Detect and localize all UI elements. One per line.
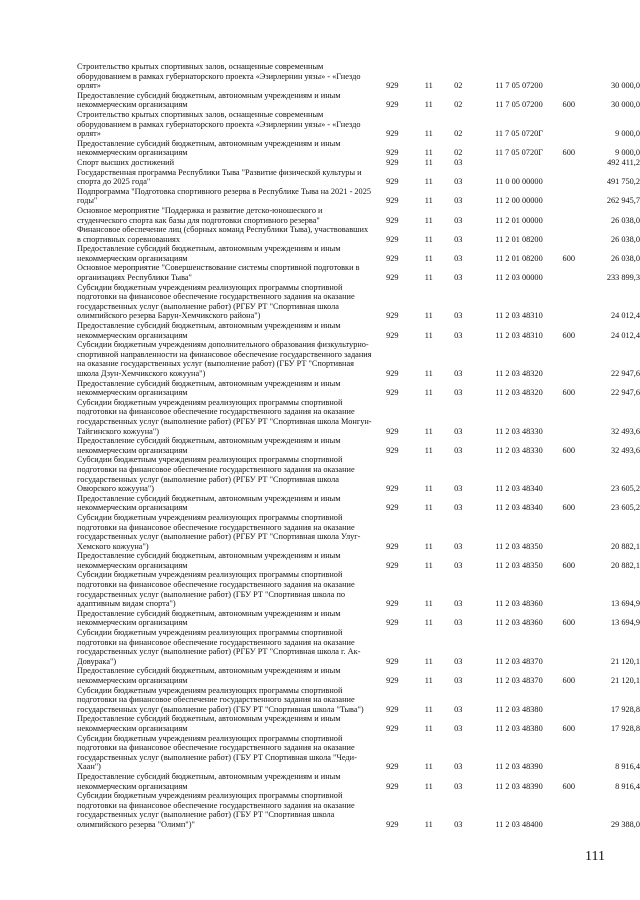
table-row [0,686,640,715]
item-name: Подпрограмма "Подготовка спортивного резерва в Республике Тыва на 2021 - 2025 годы" [77,186,372,206]
table-row [0,110,640,139]
item-subsection-code: 03 [454,723,463,733]
item-subsection-code: 03 [454,781,463,791]
item-target-code: 11 2 03 48350 [495,541,543,551]
table-row [0,158,640,168]
table-row [0,62,640,91]
item-subsection-code: 03 [454,484,463,494]
item-grbs-code: 929 [386,388,399,398]
item-target-code: 11 2 03 48330 [495,445,543,455]
table-row [0,225,640,244]
item-expense-type: 600 [562,148,575,158]
item-subsection-code: 03 [454,215,463,225]
item-section-code: 11 [424,676,433,685]
item-name: Субсидии бюджетным учреждениям реализующих программы спортивной подготовки на финансовое обеспечение государственного задания на оказание государственных услуг (выполнение работ) (РГБУ РТ "Спортивная школа олимпийского резерва Барун-Хемчикского района") [77,282,355,321]
item-amount: 9 000,0 [615,148,640,158]
item-section-code: 11 [424,157,433,167]
item-target-code: 11 7 05 0720Г [494,148,544,158]
item-subsection-code: 02 [454,81,463,91]
table-row [0,139,640,158]
item-grbs-code: 929 [386,503,399,513]
item-expense-type: 600 [562,100,575,110]
table-row [0,513,640,551]
item-grbs-code: 929 [386,676,399,685]
table-row [0,551,640,570]
item-subsection-code: 03 [454,704,463,714]
item-grbs-code: 929 [386,196,399,206]
item-section-code: 11 [424,704,433,714]
item-target-code: 11 2 03 48360 [495,599,543,609]
item-grbs-code: 929 [386,273,399,283]
item-name: Спорт высших достижений [77,157,175,167]
item-name: Предоставление субсидий бюджетным, автономным учреждениям и иным некоммерческим организациям [77,436,341,455]
item-name: Предоставление субсидий бюджетным, автономным учреждениям и иным некоммерческим организациям [77,666,341,685]
item-name: Субсидии бюджетным учреждениям реализующих программы спортивной подготовки на финансовое обеспечение государственного задания на оказание государственных услуг (выполнение работ) (ГБУ РТ "Спортивная школа олимпийского резерва "Олимп")" [77,791,355,829]
item-target-code: 11 0 00 00000 [495,177,543,187]
item-target-code: 11 2 03 48390 [495,762,543,772]
item-section-code: 11 [424,369,433,378]
item-grbs-code: 929 [386,330,399,340]
item-subsection-code: 03 [454,369,463,378]
item-name: Субсидии бюджетным учреждениям дополнительного образования физкультурно-спортивной направленности на финансовое обеспечение государственного задания на оказание государственных услуг (выполнение работ) (ГБУ РТ "Спортивная школа Дзун-Хемчикского кожууна") [77,340,372,378]
item-target-code: 11 7 05 0720Г [494,129,544,139]
item-grbs-code: 929 [386,215,399,225]
item-grbs-code: 929 [386,234,399,244]
item-amount: 26 038,0 [610,234,640,244]
item-target-code: 11 2 03 00000 [495,273,543,283]
item-amount: 9 000,0 [615,129,640,139]
item-section-code: 11 [424,253,433,263]
item-target-code: 11 2 03 48400 [495,819,543,829]
item-amount: 22 947,6 [610,388,640,398]
item-grbs-code: 929 [386,541,399,551]
item-target-code: 11 2 00 00000 [495,196,543,206]
item-target-code: 11 2 01 08200 [495,253,543,263]
item-target-code: 11 2 03 48370 [495,676,543,685]
item-name: Субсидии бюджетным учреждениям реализующих программы спортивной подготовки на финансовое обеспечение государственного задания на оказание государственных услуг (выполнение работ) (ГБУ РТ "Спортивная школа "Тыва") [77,685,364,714]
item-amount: 29 388,0 [610,819,640,829]
item-amount: 23 605,2 [610,503,640,513]
table-row [0,91,640,110]
item-name: Субсидии бюджетным учреждениям реализующих программы спортивной подготовки на финансовое обеспечение государственного задания на оказание государственных услуг (выполнение работ) (ГБУ РТ "Спортивная школа по адаптивным видам спорта") [77,570,355,609]
item-name: Предоставление субсидий бюджетным, автономным учреждениям и иным некоммерческим организациям [77,321,341,340]
item-name: Субсидии бюджетным учреждениям реализующих программы спортивной подготовки на финансовое обеспечение государственного задания на оказание государственных услуг (выполнение работ) (РГБУ РТ "Спортивная школа Овюрского кожууна") [77,455,355,494]
item-grbs-code: 929 [386,177,399,187]
item-name: Субсидии бюджетным учреждениям реализующих программы спортивной подготовки на финансовое обеспечение государственного задания на оказание государственных услуг (выполнение работ) (РГБУ РТ "Спортивная школа Улуг-Хемского кожууна") [77,512,361,551]
item-amount: 21 120,1 [610,656,640,666]
table-row [0,714,640,733]
item-section-code: 11 [424,273,433,283]
item-grbs-code: 929 [386,781,399,791]
table-row [0,206,640,225]
table-row [0,340,640,378]
item-section-code: 11 [424,781,433,791]
table-row [0,168,640,187]
item-grbs-code: 929 [386,704,399,714]
item-amount: 24 012,4 [610,330,640,340]
item-subsection-code: 03 [454,560,463,570]
item-target-code: 11 2 03 48310 [495,311,543,321]
item-expense-type: 600 [562,253,575,263]
item-amount: 8 916,4 [615,762,640,772]
item-subsection-code: 03 [454,762,463,772]
item-amount: 20 882,1 [610,541,640,551]
item-subsection-code: 03 [454,253,463,263]
item-name: Субсидии бюджетным учреждениям реализующих программы спортивной подготовки на финансовое обеспечение государственного задания на оказание государственных услуг (выполнение работ) (ГБУ РТ Спортивная школа "Чеди-Хаан") [77,733,357,772]
item-expense-type: 600 [562,503,575,513]
item-target-code: 11 2 03 48320 [495,388,543,398]
item-amount: 21 120,1 [610,676,640,685]
item-name: Предоставление субсидий бюджетным, автономным учреждениям и иным некоммерческим организациям [77,551,341,570]
table-row [0,436,640,455]
table-row [0,609,640,628]
item-section-code: 11 [424,762,433,772]
item-subsection-code: 03 [454,388,463,398]
item-section-code: 11 [424,100,433,110]
item-name: Предоставление субсидий бюджетным, автономным учреждениям и иным некоммерческим организациям [77,244,341,263]
item-target-code: 11 2 03 48370 [495,656,543,666]
item-grbs-code: 929 [386,157,399,167]
item-target-code: 11 2 01 00000 [495,215,543,225]
item-grbs-code: 929 [386,618,399,628]
item-grbs-code: 929 [386,253,399,263]
item-target-code: 11 7 05 07200 [495,81,543,91]
item-section-code: 11 [424,445,433,455]
item-amount: 30 000,0 [610,81,640,91]
item-target-code: 11 2 03 48350 [495,560,543,570]
item-amount: 13 694,9 [610,599,640,609]
item-grbs-code: 929 [386,560,399,570]
item-name: Предоставление субсидий бюджетным, автономным учреждениям и иным некоммерческим организациям [77,378,341,398]
budget-table [0,62,640,830]
item-expense-type: 600 [562,618,575,628]
table-row [0,772,640,791]
item-section-code: 11 [424,484,433,494]
item-section-code: 11 [424,81,433,91]
item-section-code: 11 [424,215,433,225]
item-expense-type: 600 [562,723,575,733]
item-grbs-code: 929 [386,129,399,139]
table-row [0,666,640,685]
item-grbs-code: 929 [386,445,399,455]
table-row [0,263,640,282]
item-name: Предоставление субсидий бюджетным, автономным учреждениям и иным некоммерческим организациям [77,493,341,513]
item-name: Предоставление субсидий бюджетным, автономным учреждениям и иным некоммерческим организациям [77,714,341,733]
item-section-code: 11 [424,388,433,398]
item-amount: 24 012,4 [610,311,640,321]
item-amount: 26 038,0 [610,215,640,225]
table-row [0,570,640,608]
item-amount: 233 899,3 [606,273,640,283]
item-name: Предоставление субсидий бюджетным, автономным учреждениям и иным некоммерческим организациям [77,90,341,110]
item-subsection-code: 03 [454,503,463,513]
item-amount: 492 411,2 [607,157,640,167]
item-grbs-code: 929 [386,656,399,666]
item-grbs-code: 929 [386,369,399,378]
item-section-code: 11 [424,656,433,666]
table-row [0,494,640,513]
item-subsection-code: 03 [454,311,463,321]
item-amount: 30 000,0 [610,100,640,110]
item-grbs-code: 929 [386,81,399,91]
item-grbs-code: 929 [386,819,399,829]
item-grbs-code: 929 [386,426,399,436]
item-section-code: 11 [424,541,433,551]
item-name: Строительство крытых спортивных залов, оснащенные современным оборудованием в рамках губернаторского проекта «Эзирлернин уязы» - «Гнездо орлят» [77,62,361,91]
table-row [0,283,640,321]
table-row [0,734,640,772]
item-subsection-code: 03 [454,330,463,340]
item-subsection-code: 03 [454,234,463,244]
item-name: Субсидии бюджетным учреждениям реализующих программы спортивной подготовки на финансовое обеспечение государственного задания на оказание государственных услуг (выполнение работ) (РГБУ РТ "Спортивная школа Монгун-Тайгинского кожууна") [77,397,372,436]
item-grbs-code: 929 [386,599,399,609]
item-expense-type: 600 [562,560,575,570]
item-subsection-code: 03 [454,445,463,455]
item-name: Финансовое обеспечение лиц (сборных команд Республики Тыва), участвовавших в спортивных соревнованиях [77,225,369,244]
item-grbs-code: 929 [386,723,399,733]
table-row [0,628,640,666]
item-section-code: 11 [424,196,433,206]
item-amount: 23 605,2 [610,484,640,494]
item-target-code: 11 2 03 48390 [495,781,543,791]
item-expense-type: 600 [562,676,575,685]
item-grbs-code: 929 [386,100,399,110]
item-expense-type: 600 [562,388,575,398]
item-subsection-code: 03 [454,196,463,206]
item-name: Субсидии бюджетным учреждениям реализующих программы спортивной подготовки на финансовое обеспечение государственного задания на оказание государственных услуг (выполнение работ) (РГБУ РТ "Спортивная школа г. Ак-Довурака") [77,628,361,666]
item-subsection-code: 02 [454,100,463,110]
item-name: Основное мероприятие "Поддержка и развитие детско-юношеского и студенческого спорта как базы для подготовки спортивного резерва" [77,205,323,225]
item-expense-type: 600 [562,781,575,791]
item-name: Предоставление субсидий бюджетным, автономным учреждениям и иным некоммерческим организациям [77,771,341,791]
item-grbs-code: 929 [386,148,399,158]
item-section-code: 11 [424,618,433,628]
item-subsection-code: 03 [454,819,463,829]
item-target-code: 11 2 03 48380 [495,704,543,714]
page-number: 111 [585,849,605,864]
item-amount: 8 916,4 [615,781,640,791]
item-section-code: 11 [424,311,433,321]
item-target-code: 11 2 03 48320 [495,369,543,378]
item-target-code: 11 2 01 08200 [495,234,543,244]
item-section-code: 11 [424,234,433,244]
item-amount: 20 882,1 [610,560,640,570]
table-row [0,379,640,398]
item-subsection-code: 03 [454,656,463,666]
item-target-code: 11 2 03 48330 [495,426,543,436]
item-target-code: 11 2 03 48340 [495,503,543,513]
item-target-code: 11 7 05 07200 [495,100,543,110]
item-expense-type: 600 [562,330,575,340]
item-subsection-code: 03 [454,273,463,283]
item-subsection-code: 03 [454,618,463,628]
item-amount: 22 947,6 [610,369,640,378]
item-target-code: 11 2 03 48310 [495,330,543,340]
item-subsection-code: 03 [454,157,463,167]
item-amount: 262 945,7 [606,196,640,206]
table-row [0,455,640,493]
table-row [0,398,640,436]
table-row [0,321,640,340]
item-section-code: 11 [424,819,433,829]
item-section-code: 11 [424,503,433,513]
item-amount: 26 038,0 [610,253,640,263]
item-subsection-code: 03 [454,599,463,609]
table-row [0,791,640,829]
item-section-code: 11 [424,148,433,158]
item-amount: 32 493,6 [610,445,640,455]
item-subsection-code: 03 [454,426,463,436]
item-name: Предоставление субсидий бюджетным, автономным учреждениям и иным некоммерческим организациям [77,608,341,628]
item-subsection-code: 02 [454,129,463,139]
item-amount: 17 928,8 [610,704,640,714]
item-target-code: 11 2 03 48340 [495,484,543,494]
item-subsection-code: 03 [454,177,463,187]
item-name: Предоставление субсидий бюджетным, автономным учреждениям и иным некоммерческим организациям [77,138,341,158]
item-subsection-code: 03 [454,541,463,551]
item-section-code: 11 [424,177,433,187]
item-grbs-code: 929 [386,762,399,772]
item-amount: 491 750,2 [606,177,640,187]
item-section-code: 11 [424,723,433,733]
item-subsection-code: 02 [454,148,463,158]
item-name: Строительство крытых спортивных залов, оснащенные современным оборудованием в рамках губернаторского проекта «Эзирлернин уязы» - «Гнездо орлят» [77,109,361,139]
item-amount: 32 493,6 [610,426,640,436]
item-section-code: 11 [424,599,433,609]
item-amount: 13 694,9 [610,618,640,628]
item-name: Основное мероприятие "Совершенствование системы спортивной подготовки в организациях Республики Тыва" [77,263,360,283]
item-section-code: 11 [424,426,433,436]
table-row [0,187,640,206]
item-section-code: 11 [424,330,433,340]
item-target-code: 11 2 03 48380 [495,723,543,733]
item-subsection-code: 03 [454,676,463,685]
item-section-code: 11 [424,129,433,139]
item-grbs-code: 929 [386,484,399,494]
item-name: Государственная программа Республики Тыва "Развитие физической культуры и спорта до 2025 года" [77,167,362,187]
item-amount: 17 928,8 [610,723,640,733]
item-grbs-code: 929 [386,311,399,321]
item-expense-type: 600 [562,445,575,455]
item-section-code: 11 [424,560,433,570]
table-row [0,244,640,263]
item-target-code: 11 2 03 48360 [495,618,543,628]
